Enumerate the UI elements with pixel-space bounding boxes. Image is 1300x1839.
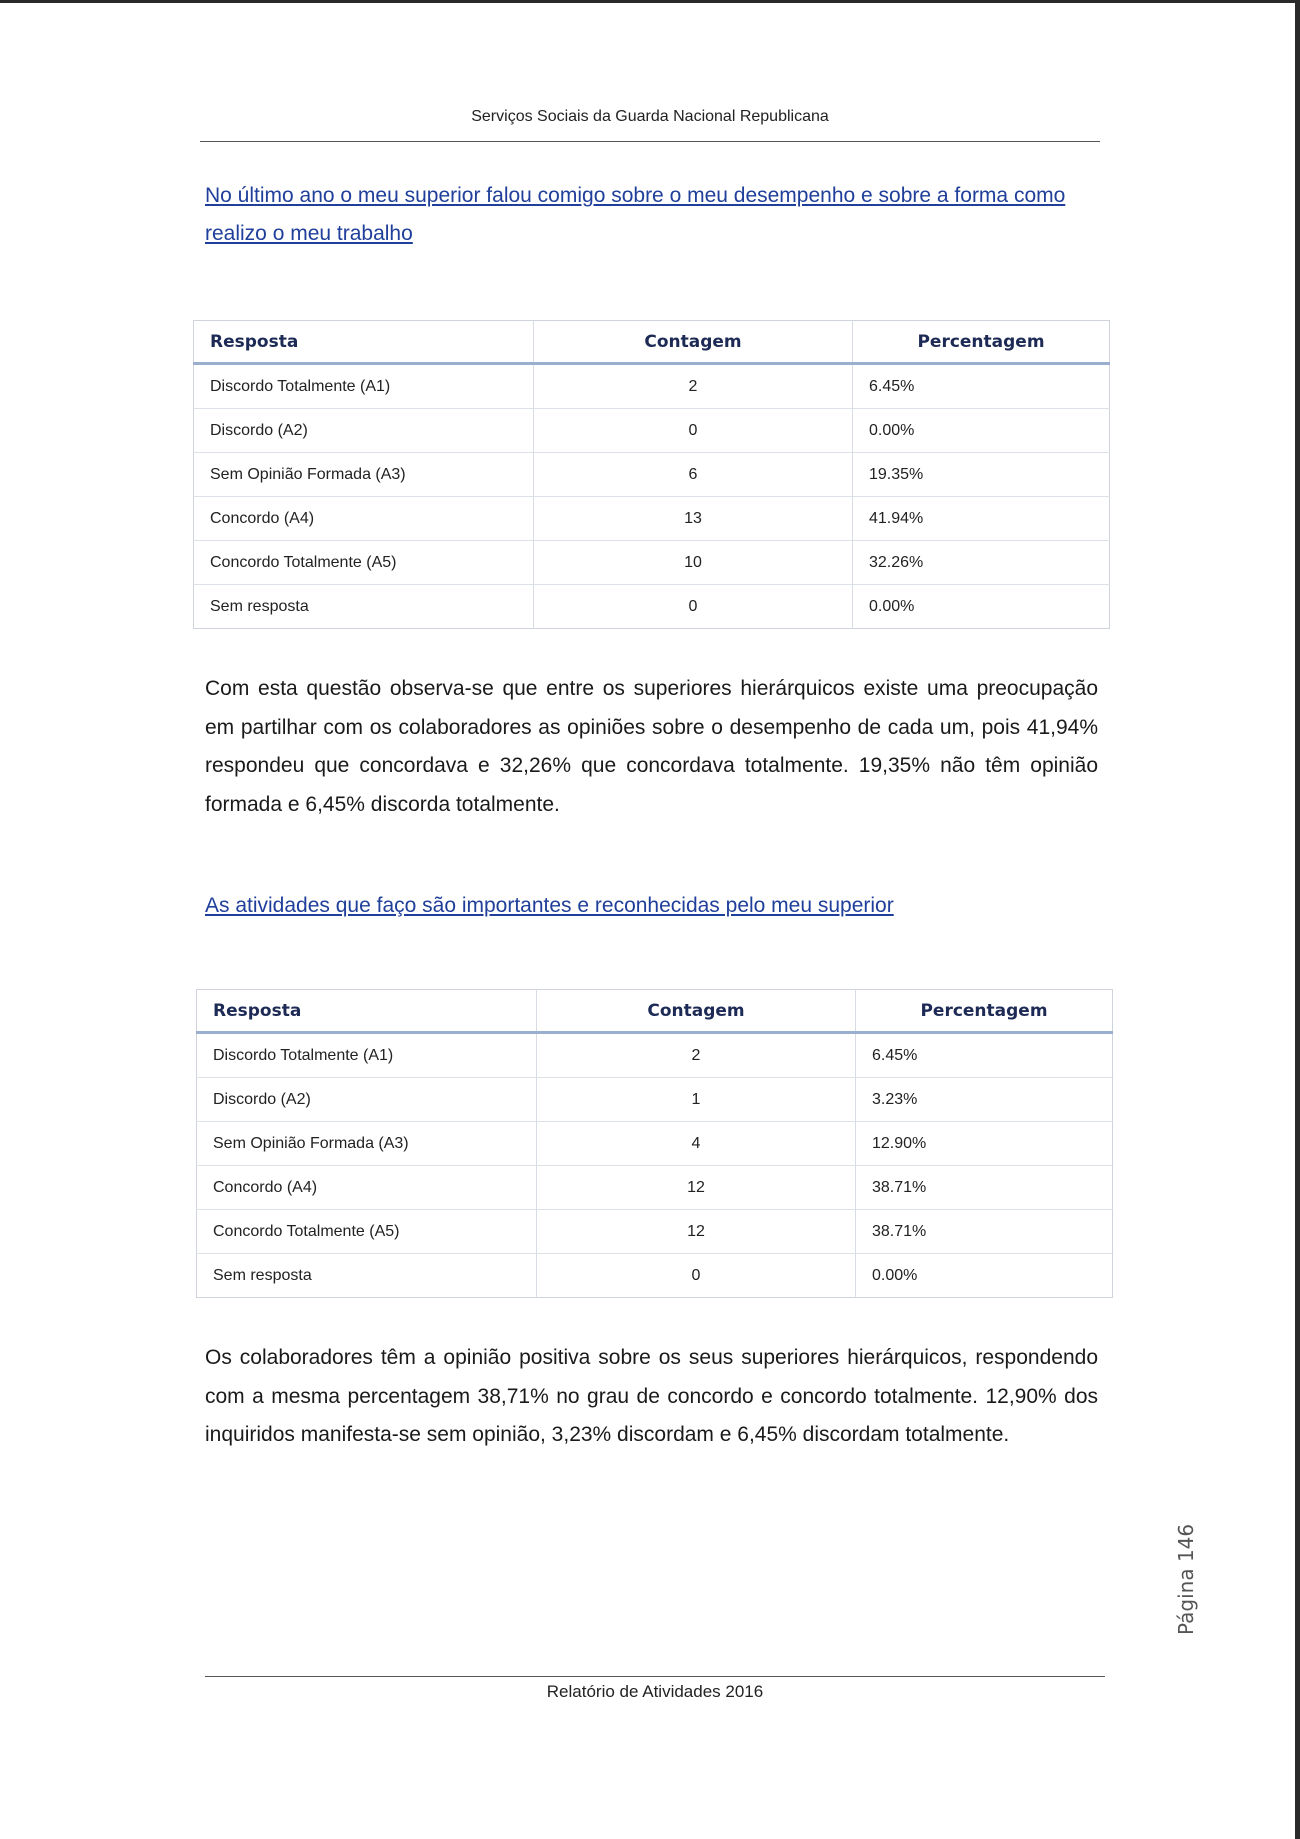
table-row xyxy=(197,1210,1113,1254)
response-percentage: 12.90% xyxy=(856,1122,1113,1166)
response-label: Sem Opinião Formada (A3) xyxy=(197,1122,537,1166)
response-count: 4 xyxy=(537,1122,856,1166)
table-row xyxy=(194,409,1110,453)
response-count: 0 xyxy=(534,409,853,453)
response-label: Concordo Totalmente (A5) xyxy=(197,1210,537,1254)
page-number-label: Página 146 xyxy=(1174,1523,1198,1635)
response-label: Discordo (A2) xyxy=(194,409,534,453)
response-label: Sem resposta xyxy=(197,1254,537,1298)
response-percentage: 3.23% xyxy=(856,1078,1113,1122)
response-percentage: 0.00% xyxy=(856,1254,1113,1298)
response-count: 13 xyxy=(534,497,853,541)
section-2-analysis: Os colaboradores têm a opinião positiva sobre os seus superiores hierárquicos, respondendo com a mesma percentagem 38,71% no grau de concordo e concordo totalmente. 12,90% dos inquiridos manifesta-se sem opinião, 3,23% discordam e 6,45% discordam totalmente. xyxy=(205,1346,1098,1446)
table-row xyxy=(194,497,1110,541)
column-header-resposta: Resposta xyxy=(197,990,537,1033)
response-count: 10 xyxy=(534,541,853,585)
column-header-percentagem: Percentagem xyxy=(856,990,1113,1033)
response-percentage: 38.71% xyxy=(856,1210,1113,1254)
column-header-resposta: Resposta xyxy=(194,321,534,364)
response-count: 12 xyxy=(537,1210,856,1254)
response-label: Discordo Totalmente (A1) xyxy=(213,1046,394,1064)
scan-edge-right xyxy=(1295,0,1300,1839)
response-count: 0 xyxy=(537,1254,856,1298)
table-row xyxy=(194,453,1110,497)
table-row xyxy=(197,1122,1113,1166)
column-header-percentagem: Percentagem xyxy=(853,321,1110,364)
response-percentage: 0.00% xyxy=(853,585,1110,629)
response-percentage: 0.00% xyxy=(853,409,1110,453)
response-label: Concordo Totalmente (A5) xyxy=(194,541,534,585)
section-1-table xyxy=(193,320,1110,629)
section-1-analysis: Com esta questão observa-se que entre os superiores hierárquicos existe uma preocupação em partilhar com os colaboradores as opiniões sobre o desempenho de cada um, pois 41,94% respondeu que concordava e 32,26% que concordava totalmente. 19,35% não têm opinião formada e 6,45% discorda totalmente. xyxy=(205,677,1098,816)
table-header-row xyxy=(194,321,1110,364)
table-row xyxy=(197,1166,1113,1210)
header-divider xyxy=(200,141,1100,142)
table-header-row xyxy=(197,990,1113,1033)
section-2-table xyxy=(196,989,1113,1298)
table-row xyxy=(197,1033,1113,1078)
response-label: Discordo Totalmente (A1) xyxy=(210,377,391,395)
response-label: Sem Opinião Formada (A3) xyxy=(194,453,534,497)
response-count: 12 xyxy=(537,1166,856,1210)
page-header: Serviços Sociais da Guarda Nacional Republicana xyxy=(471,108,829,125)
response-percentage: 6.45% xyxy=(856,1033,1113,1078)
scan-edge-top xyxy=(0,0,1300,3)
response-percentage: 6.45% xyxy=(853,364,1110,409)
response-label: Concordo (A4) xyxy=(197,1166,537,1210)
table-row xyxy=(197,1078,1113,1122)
response-percentage: 19.35% xyxy=(853,453,1110,497)
response-percentage: 38.71% xyxy=(856,1166,1113,1210)
response-label: Sem resposta xyxy=(194,585,534,629)
response-count: 6 xyxy=(534,453,853,497)
table-row xyxy=(194,364,1110,409)
section-2-heading: As atividades que faço são importantes e reconhecidas pelo meu superior xyxy=(205,894,894,917)
table-row xyxy=(194,541,1110,585)
table-row xyxy=(194,585,1110,629)
response-count: 2 xyxy=(534,364,853,409)
response-count: 2 xyxy=(537,1033,856,1078)
column-header-contagem: Contagem xyxy=(534,321,853,364)
response-label: Discordo (A2) xyxy=(197,1078,537,1122)
column-header-contagem: Contagem xyxy=(537,990,856,1033)
response-percentage: 32.26% xyxy=(853,541,1110,585)
response-count: 1 xyxy=(537,1078,856,1122)
footer-divider xyxy=(205,1676,1105,1677)
table-row xyxy=(197,1254,1113,1298)
page-footer: Relatório de Atividades 2016 xyxy=(546,1682,764,1701)
response-label: Concordo (A4) xyxy=(194,497,534,541)
response-count: 0 xyxy=(534,585,853,629)
response-percentage: 41.94% xyxy=(853,497,1110,541)
section-1-heading: No último ano o meu superior falou comigo sobre o meu desempenho e sobre a forma como realizo o meu trabalho xyxy=(205,184,1066,245)
